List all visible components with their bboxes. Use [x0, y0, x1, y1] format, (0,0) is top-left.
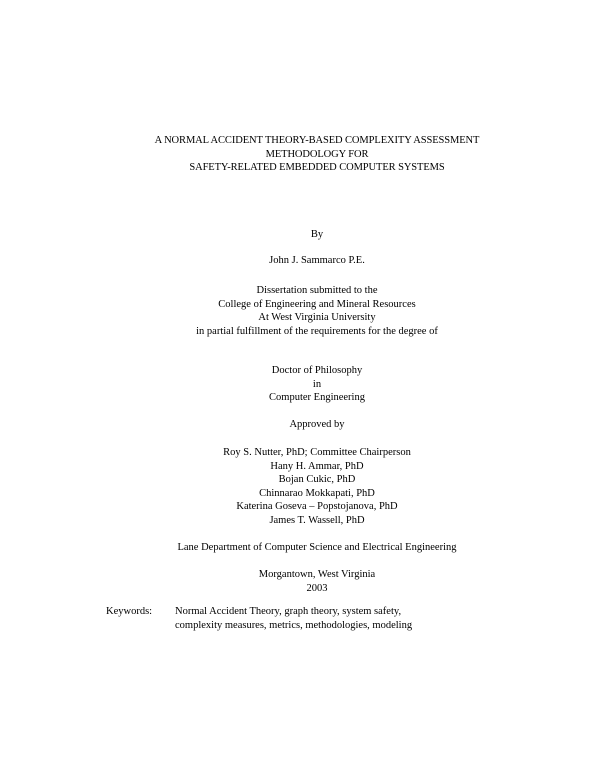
keywords-label: Keywords:	[106, 606, 153, 617]
degree-line: Doctor of Philosophy	[271, 365, 363, 376]
committee-member: Chinnarao Mokkapati, PhD	[259, 487, 375, 499]
dissertation-title	[0, 134, 600, 175]
degree-line: in	[312, 378, 322, 390]
approved-by-text: Approved by	[289, 419, 345, 430]
submission-line: Dissertation submitted to the	[256, 285, 378, 296]
location-and-year	[0, 568, 600, 595]
degree-line: Computer Engineering	[269, 392, 365, 403]
year-line: 2003	[306, 582, 328, 594]
submission-line: At West Virginia University	[258, 312, 376, 323]
keywords-list	[175, 605, 525, 632]
department-text: Lane Department of Computer Science and Electrical Engineering	[177, 542, 457, 553]
author-text: John J. Sammarco P.E.	[269, 255, 365, 266]
degree-name	[0, 364, 600, 405]
approved-by-heading	[0, 418, 600, 432]
title-line: METHODOLOGY FOR	[265, 148, 369, 160]
title-line: A NORMAL ACCIDENT THEORY-BASED COMPLEXITY ASSESSMENT	[154, 135, 480, 146]
title-line: SAFETY-RELATED EMBEDDED COMPUTER SYSTEMS	[189, 162, 445, 173]
department-name	[0, 541, 600, 555]
submission-line: College of Engineering and Mineral Resources	[218, 298, 416, 310]
submission-line: in partial fulfillment of the requirements for the degree of	[196, 325, 438, 337]
author-name	[0, 254, 600, 268]
keywords-line: Normal Accident Theory, graph theory, system safety,	[175, 606, 402, 617]
submission-statement	[0, 284, 600, 338]
committee-member: Roy S. Nutter, PhD; Committee Chairperson	[223, 447, 411, 458]
committee-member: Katerina Goseva – Popstojanova, PhD	[236, 501, 398, 512]
committee-member: Bojan Cukic, PhD	[278, 474, 356, 485]
by-line	[0, 228, 600, 242]
keywords-line: complexity measures, metrics, methodologies, modeling	[175, 619, 413, 631]
by-text: By	[310, 229, 324, 240]
committee-member: James T. Wassell, PhD	[269, 514, 365, 526]
committee-member: Hany H. Ammar, PhD	[270, 460, 364, 472]
location-line: Morgantown, West Virginia	[258, 569, 376, 580]
committee-list	[0, 446, 600, 527]
